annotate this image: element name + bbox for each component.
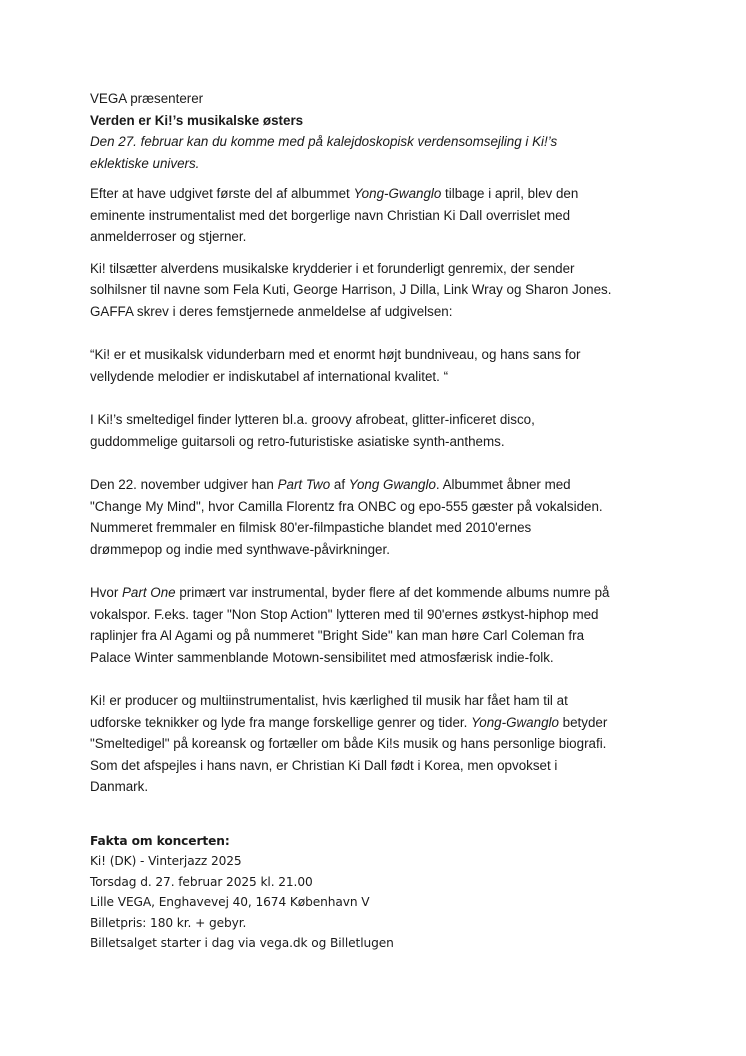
- concert-facts: [90, 831, 670, 955]
- paragraph-2: [90, 258, 670, 323]
- review-quote: [90, 344, 670, 387]
- paragraph-1: [90, 183, 670, 248]
- text-run: af: [330, 477, 349, 492]
- facts-event: Ki! (DK) - Vinterjazz 2025: [90, 854, 242, 869]
- paragraph-line: GAFFA skrev i deres femstjernede anmeldelse af udgivelsen:: [90, 303, 453, 319]
- facts-datetime: Torsdag d. 27. februar 2025 kl. 21.00: [90, 874, 313, 889]
- text-run: primært var instrumental, byder flere af det kommende albums numre på: [175, 585, 610, 600]
- paragraph-line: eminente instrumentalist med det borgerlige navn Christian Ki Dall overrislet med: [90, 207, 571, 223]
- paragraph-4: [90, 474, 670, 560]
- album-part-title: Part One: [122, 585, 176, 600]
- paragraph-line: vokalspor. F.eks. tager "Non Stop Action" lytteren med til 90'ernes østkyst-hiphop med: [90, 606, 599, 622]
- paragraph-line: [90, 712, 670, 734]
- paragraph-line: Danmark.: [90, 779, 149, 794]
- paragraph-line: raplinjer fra Al Agami og på nummeret "Bright Side" kan man høre Carl Coleman fra: [90, 628, 585, 643]
- paragraph-line: [90, 183, 670, 205]
- facts-heading: Fakta om koncerten:: [90, 833, 230, 848]
- text-run: betyder: [558, 714, 608, 730]
- album-title: Yong Gwanglo: [348, 477, 436, 492]
- paragraph-line: I Ki!’s smeltedigel finder lytteren bl.a. groovy afrobeat, glitter-inficeret disco,: [90, 412, 535, 427]
- subtitle-line-2: eklektiske univers.: [90, 155, 200, 171]
- quote-line: vellydende melodier er indiskutabel af international kvalitet. “: [90, 368, 449, 384]
- paragraph-line: drømmepop og indie med synthwave-påvirkninger.: [90, 541, 390, 557]
- facts-venue: Lille VEGA, Enghavevej 40, 1674 København V: [90, 895, 370, 910]
- facts-price: Billetpris: 180 kr. + gebyr.: [90, 915, 247, 930]
- paragraph-line: guddommelige guitarsoli og retro-futuristiske asiatiske synth-anthems.: [90, 433, 505, 449]
- paragraph-5: [90, 582, 670, 668]
- album-title: Yong-Gwanglo: [471, 714, 559, 730]
- text-run: tilbage i april, blev den: [441, 186, 579, 201]
- text-run: Efter at have udgivet første del af albummet: [90, 186, 354, 201]
- paragraph-line: Ki! er producer og multiinstrumentalist, hvis kærlighed til musik har fået ham til at: [90, 693, 568, 708]
- quote-line: “Ki! er et musikalsk vidunderbarn med et enormt højt bundniveau, og hans sans for: [90, 347, 581, 362]
- paragraph-line: "Change My Mind", hvor Camilla Florentz fra ONBC og epo-555 gæster på vokalsiden.: [90, 498, 603, 514]
- subtitle-line-1: Den 27. februar kan du komme med på kalejdoskopisk verdensomsejling i Ki!’s: [90, 134, 558, 149]
- facts-ticket-sale: Billetsalget starter i dag via vega.dk og Billetlugen: [90, 936, 394, 951]
- paragraph-line: Som det afspejles i hans navn, er Christian Ki Dall født i Korea, men opvokset i: [90, 757, 558, 773]
- presenter-line: VEGA præsenterer: [90, 91, 204, 106]
- album-title: Yong-Gwanglo: [353, 186, 442, 201]
- text-run: Den 22. november udgiver han: [90, 477, 278, 492]
- paragraph-line: Palace Winter sammenblande Motown-sensibilitet med atmosfærisk indie-folk.: [90, 649, 554, 665]
- paragraph-3: [90, 409, 670, 452]
- paragraph-line: [90, 474, 670, 496]
- paragraph-6: [90, 690, 670, 798]
- paragraph-line: Nummeret fremmaler en filmisk 80'er-filmpastiche blandet med 2010'ernes: [90, 520, 532, 535]
- press-release: [90, 88, 670, 954]
- paragraph-line: [90, 582, 670, 604]
- album-part-title: Part Two: [277, 477, 331, 492]
- text-run: . Albummet åbner med: [435, 477, 571, 492]
- paragraph-line: "Smeltedigel" på koreansk og fortæller om både Ki!s musik og hans personlige biografi.: [90, 736, 607, 751]
- text-run: Hvor: [90, 585, 122, 600]
- paragraph-line: anmelderroser og stjerner.: [90, 229, 247, 244]
- headline: Verden er Ki!’s musikalske østers: [90, 112, 304, 128]
- paragraph-line: Ki! tilsætter alverdens musikalske krydderier i et forunderligt genremix, der sender: [90, 260, 575, 276]
- text-run: udforske teknikker og lyde fra mange forskellige genrer og tider.: [90, 714, 472, 730]
- paragraph-line: solhilsner til navne som Fela Kuti, George Harrison, J Dilla, Link Wray og Sharon Jones.: [90, 282, 612, 297]
